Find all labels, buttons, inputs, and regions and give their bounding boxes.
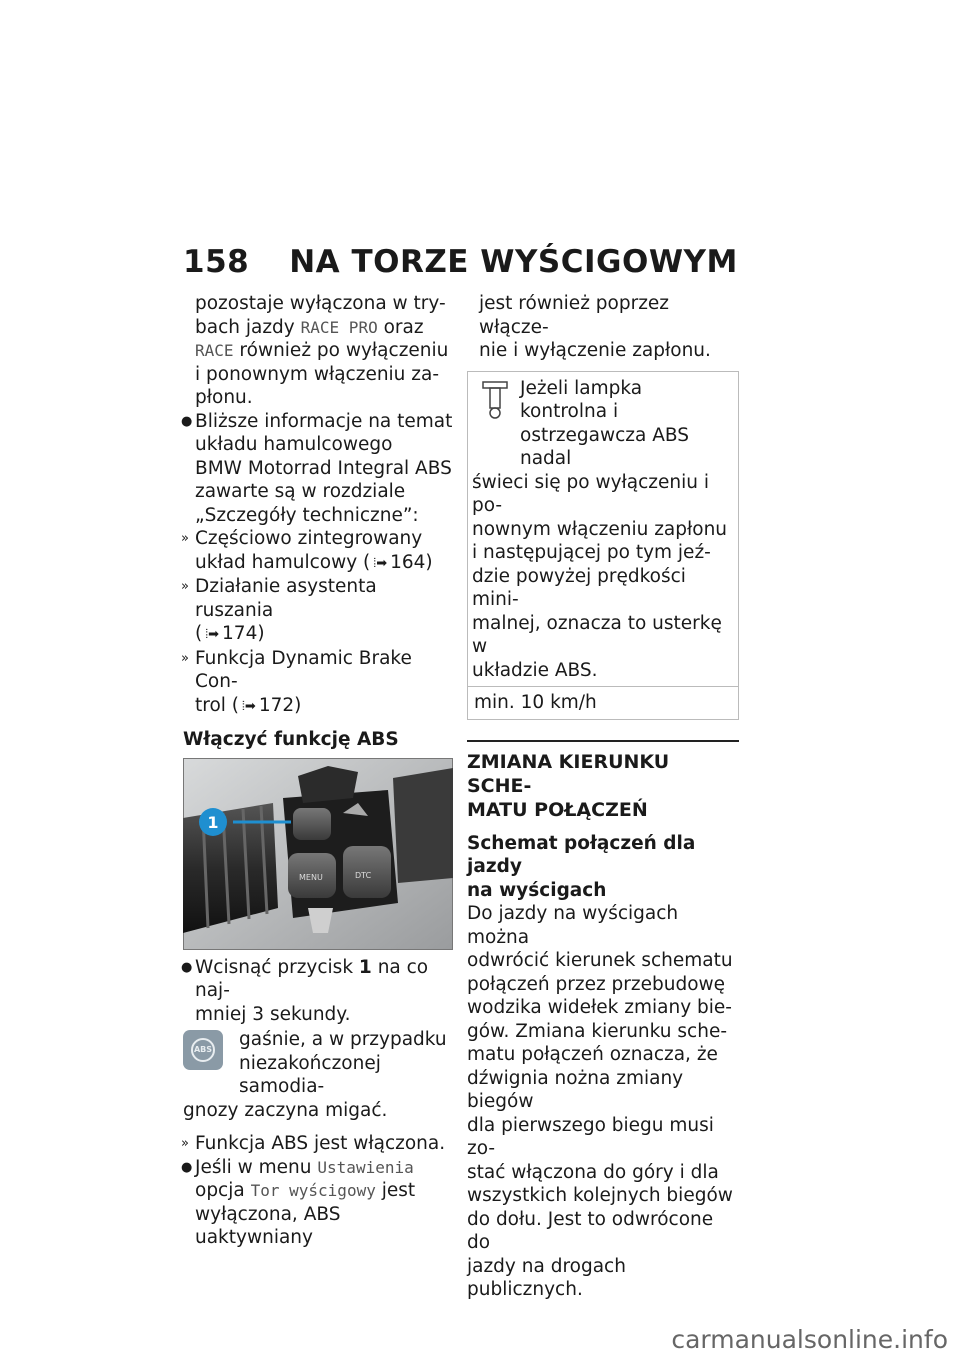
page-link[interactable]: 172)	[258, 694, 302, 716]
intro-paragraph	[183, 292, 453, 410]
page-link[interactable]: 174)	[222, 623, 265, 644]
text-line: Wcisnąć przycisk 1 na co naj-	[195, 956, 429, 1001]
left-column	[183, 292, 453, 1250]
section-heading-shift-pattern	[467, 740, 739, 822]
text-line: Do jazdy na wyścigach można	[467, 903, 679, 948]
text-line: matu połączeń oznacza, że	[467, 1044, 718, 1065]
chevron-right-icon: »	[181, 650, 189, 666]
text-line: RACE również po wyłączeniu	[195, 340, 449, 361]
text-line: jest również poprzez włącze-	[479, 293, 669, 338]
info-bullet	[183, 410, 453, 528]
page-number: 158	[183, 244, 250, 280]
text-line: do dołu. Jest to odwrócone do	[467, 1208, 714, 1253]
text-line: Funkcja Dynamic Brake Con-	[195, 647, 412, 692]
page-ref-arrow-icon: ⦙➡	[205, 627, 220, 642]
right-column	[467, 292, 739, 1302]
abs-button	[293, 808, 331, 840]
section-heading: Włączyć funkcję ABS	[183, 729, 399, 750]
heading-line: MATU POŁĄCZEŃ	[467, 798, 648, 821]
continuation-paragraph	[467, 292, 739, 363]
text-line: pozostaje wyłączona w try-	[195, 293, 446, 314]
handlebar-switch-photo	[183, 758, 453, 950]
bullet-icon: ●	[181, 959, 193, 975]
text-line: odwrócić kierunek schematu	[467, 950, 733, 971]
page-ref-arrow-icon: ⦙➡	[242, 698, 256, 714]
abs-warning-icon	[183, 1030, 223, 1070]
text-line: gów. Zmiana kierunku sche-	[467, 1020, 728, 1042]
text-line: gaśnie, a w przypadku	[239, 1029, 447, 1050]
step-bullet	[183, 956, 453, 1027]
abs-icon-label: ABS	[191, 1038, 215, 1062]
heading-line: Schemat połączeń dla jazdy	[467, 832, 696, 877]
text-line: gnozy zaczyna migać.	[183, 1099, 388, 1121]
text-line: Jeżeli lampka kontrolna i	[520, 377, 643, 422]
text-line: opcja Tor wyścigowy jest	[195, 1180, 416, 1201]
page-header	[183, 244, 738, 280]
wrench-note-icon	[480, 380, 510, 420]
text-line: wszystkich kolejnych biegów	[467, 1185, 733, 1206]
reference-item	[183, 647, 453, 719]
text-line: układ hamulcowy ( ⦙➡ 164)	[195, 551, 453, 576]
text-line: nownym włączeniu zapłonu	[472, 518, 728, 540]
text-line: świeci się po wyłączeniu i po-	[472, 471, 710, 516]
text-line: malnej, oznacza to usterkę w	[472, 612, 722, 657]
text-line: dzie powyżej prędkości mini-	[472, 565, 686, 610]
callout-number: 1	[207, 812, 219, 832]
mode-race: RACE	[195, 341, 234, 360]
body-paragraph	[467, 902, 739, 1302]
text-line: zawarte są w rozdziale	[195, 481, 406, 502]
chevron-right-icon: »	[181, 531, 189, 546]
heading-line: ZMIANA KIERUNKU SCHE-	[467, 750, 670, 797]
text-line: Działanie asystenta ruszania	[195, 576, 377, 621]
page-ref-arrow-icon: ⦙➡	[373, 555, 388, 571]
text-line: płonu.	[195, 387, 253, 408]
mirror-mount	[393, 768, 453, 883]
text-line: Częściowo zintegrowany	[195, 528, 423, 549]
reference-item	[183, 575, 453, 647]
switch-illustration	[183, 758, 453, 950]
text-line: Jeśli w menu Ustawienia	[195, 1156, 414, 1178]
heading-line: na wyścigach	[467, 879, 607, 901]
text-line: Bliższe informacje na temat	[195, 410, 453, 432]
section-title: NA TORZE WYŚCIGOWYM	[289, 244, 738, 280]
text-line: układzie ABS.	[472, 659, 598, 681]
text-line: dźwignia nożna zmiany biegów	[467, 1067, 684, 1112]
text-line: „Szczegóły techniczne”:	[195, 504, 419, 526]
menu-track: Tor wyścigowy	[250, 1181, 376, 1200]
page-link[interactable]: 164)	[390, 551, 433, 573]
text-line: ostrzegawcza ABS nadal	[520, 424, 689, 469]
subheading	[467, 832, 739, 903]
text-line: i następującej po tym jeź-	[472, 542, 711, 563]
text-line: Funkcja ABS jest włączona.	[195, 1133, 446, 1154]
min-speed-row: min. 10 km/h	[468, 686, 738, 719]
chevron-right-icon: »	[181, 579, 189, 594]
text-line: stać włączona do góry i dla	[467, 1161, 719, 1183]
watermark: carmanualsonline.info	[671, 1325, 948, 1354]
text-line: wyłączona, ABS uaktywniany	[195, 1203, 341, 1248]
text-line: wodzika widełek zmiany bie-	[467, 997, 732, 1018]
button-ref-number: 1	[358, 956, 372, 978]
menu-label: MENU	[299, 872, 323, 882]
text-line: układu hamulcowego	[195, 434, 393, 455]
text-line: BMW Motorrad Integral ABS	[195, 457, 452, 479]
text-line: dla pierwszego biegu musi zo-	[467, 1114, 714, 1159]
text-line: mniej 3 sekundy.	[195, 1003, 351, 1025]
text-line: jazdy na drogach publicznych.	[467, 1255, 626, 1300]
step-bullet	[183, 1156, 453, 1250]
text-line: trol ( ⦙➡ 172)	[195, 694, 453, 719]
reference-item	[183, 527, 453, 575]
abs-indicator-note	[183, 1028, 453, 1099]
result-item	[183, 1132, 453, 1156]
dtc-label: DTC	[355, 870, 372, 880]
text-line: niezakończonej samodia-	[239, 1052, 381, 1097]
warning-note-box	[467, 371, 739, 720]
mode-race-pro: RACE PRO	[300, 317, 378, 337]
text-line: połączeń przez przebudowę	[467, 973, 726, 995]
text-line: ( ⦙➡ 174)	[195, 622, 453, 647]
text-line: nie i wyłączenie zapłonu.	[479, 340, 711, 361]
text-line: i ponownym włączeniu za-	[195, 363, 440, 385]
text-line: bach jazdy RACE PRO oraz	[195, 316, 424, 338]
chevron-right-icon: »	[181, 1136, 189, 1151]
bullet-icon: ●	[181, 1159, 193, 1175]
note-body	[468, 372, 738, 687]
bullet-icon: ●	[181, 413, 193, 429]
menu-settings: Ustawienia	[317, 1157, 414, 1177]
